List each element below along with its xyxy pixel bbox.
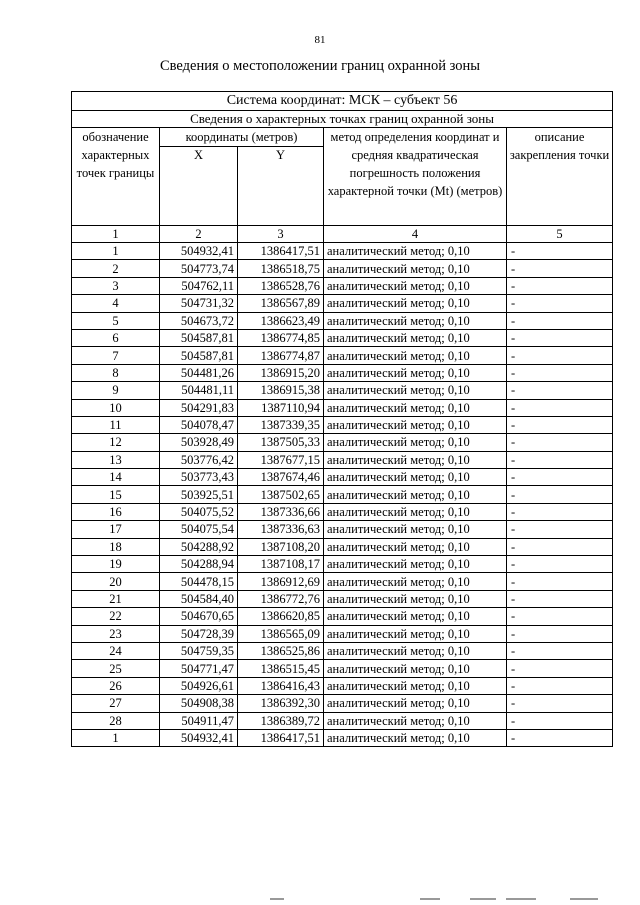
y-coordinate-cell: 1387336,63 bbox=[238, 521, 324, 538]
column-number: 4 bbox=[324, 226, 507, 243]
method-cell: аналитический метод; 0,10 bbox=[324, 469, 507, 486]
y-coordinate-cell: 1386774,85 bbox=[238, 329, 324, 346]
table-row bbox=[72, 382, 613, 399]
point-id-cell: 1 bbox=[72, 729, 160, 746]
point-id-cell: 14 bbox=[72, 469, 160, 486]
y-coordinate-cell: 1386565,09 bbox=[238, 625, 324, 642]
method-cell: аналитический метод; 0,10 bbox=[324, 277, 507, 294]
x-coordinate-cell: 504078,47 bbox=[160, 416, 238, 433]
y-coordinate-cell: 1387336,66 bbox=[238, 503, 324, 520]
point-id-cell: 4 bbox=[72, 295, 160, 312]
column-number-row bbox=[72, 226, 613, 243]
method-cell: аналитический метод; 0,10 bbox=[324, 660, 507, 677]
description-cell: - bbox=[507, 329, 613, 346]
table-row bbox=[72, 295, 613, 312]
x-coordinate-cell: 504932,41 bbox=[160, 243, 238, 260]
point-id-cell: 13 bbox=[72, 451, 160, 468]
table-row bbox=[72, 329, 613, 346]
point-id-cell: 22 bbox=[72, 608, 160, 625]
y-coordinate-cell: 1386416,43 bbox=[238, 677, 324, 694]
point-id-cell: 18 bbox=[72, 538, 160, 555]
method-cell: аналитический метод; 0,10 bbox=[324, 503, 507, 520]
column-number: 5 bbox=[507, 226, 613, 243]
point-id-cell: 19 bbox=[72, 556, 160, 573]
description-cell: - bbox=[507, 608, 613, 625]
method-cell: аналитический метод; 0,10 bbox=[324, 364, 507, 381]
y-coordinate-cell: 1386915,20 bbox=[238, 364, 324, 381]
y-coordinate-cell: 1386528,76 bbox=[238, 277, 324, 294]
y-coordinate-cell: 1386392,30 bbox=[238, 695, 324, 712]
column-number: 1 bbox=[72, 226, 160, 243]
method-cell: аналитический метод; 0,10 bbox=[324, 625, 507, 642]
table-row bbox=[72, 277, 613, 294]
description-cell: - bbox=[507, 521, 613, 538]
col-header-method: метод определения координат и средняя квадратическая погрешность положения характерной точки (Mt) (метров) bbox=[324, 128, 507, 226]
point-id-cell: 5 bbox=[72, 312, 160, 329]
x-coordinate-cell: 504771,47 bbox=[160, 660, 238, 677]
y-coordinate-cell: 1387108,20 bbox=[238, 538, 324, 555]
y-coordinate-cell: 1387505,33 bbox=[238, 434, 324, 451]
point-id-cell: 8 bbox=[72, 364, 160, 381]
method-cell: аналитический метод; 0,10 bbox=[324, 312, 507, 329]
point-id-cell: 20 bbox=[72, 573, 160, 590]
table-row bbox=[72, 556, 613, 573]
method-cell: аналитический метод; 0,10 bbox=[324, 590, 507, 607]
y-coordinate-cell: 1386772,76 bbox=[238, 590, 324, 607]
x-coordinate-cell: 504584,40 bbox=[160, 590, 238, 607]
x-coordinate-cell: 504759,35 bbox=[160, 642, 238, 659]
table-row bbox=[72, 538, 613, 555]
description-cell: - bbox=[507, 295, 613, 312]
table-row bbox=[72, 399, 613, 416]
table-row bbox=[72, 729, 613, 746]
point-id-cell: 12 bbox=[72, 434, 160, 451]
description-cell: - bbox=[507, 677, 613, 694]
table-row bbox=[72, 486, 613, 503]
description-cell: - bbox=[507, 573, 613, 590]
description-cell: - bbox=[507, 642, 613, 659]
col-header-x: X bbox=[160, 147, 238, 226]
description-cell: - bbox=[507, 434, 613, 451]
document-title: Сведения о местоположении границ охранной зоны bbox=[159, 58, 480, 74]
coordinates-table bbox=[71, 91, 613, 747]
point-id-cell: 27 bbox=[72, 695, 160, 712]
method-cell: аналитический метод; 0,10 bbox=[324, 347, 507, 364]
table-row bbox=[72, 660, 613, 677]
x-coordinate-cell: 504075,52 bbox=[160, 503, 238, 520]
description-cell: - bbox=[507, 695, 613, 712]
point-id-cell: 26 bbox=[72, 677, 160, 694]
method-cell: аналитический метод; 0,10 bbox=[324, 416, 507, 433]
y-coordinate-cell: 1387677,15 bbox=[238, 451, 324, 468]
point-id-cell: 11 bbox=[72, 416, 160, 433]
point-id-cell: 7 bbox=[72, 347, 160, 364]
table-row bbox=[72, 712, 613, 729]
method-cell: аналитический метод; 0,10 bbox=[324, 434, 507, 451]
x-coordinate-cell: 504587,81 bbox=[160, 329, 238, 346]
point-id-cell: 24 bbox=[72, 642, 160, 659]
y-coordinate-cell: 1387502,65 bbox=[238, 486, 324, 503]
description-cell: - bbox=[507, 416, 613, 433]
method-cell: аналитический метод; 0,10 bbox=[324, 677, 507, 694]
point-id-cell: 9 bbox=[72, 382, 160, 399]
y-coordinate-cell: 1387110,94 bbox=[238, 399, 324, 416]
description-cell: - bbox=[507, 243, 613, 260]
table-row bbox=[72, 573, 613, 590]
method-cell: аналитический метод; 0,10 bbox=[324, 712, 507, 729]
x-coordinate-cell: 504926,61 bbox=[160, 677, 238, 694]
description-cell: - bbox=[507, 382, 613, 399]
x-coordinate-cell: 504478,15 bbox=[160, 573, 238, 590]
table-row bbox=[72, 312, 613, 329]
point-id-cell: 25 bbox=[72, 660, 160, 677]
point-id-cell: 17 bbox=[72, 521, 160, 538]
method-cell: аналитический метод; 0,10 bbox=[324, 295, 507, 312]
description-cell: - bbox=[507, 503, 613, 520]
point-id-cell: 3 bbox=[72, 277, 160, 294]
x-coordinate-cell: 503776,42 bbox=[160, 451, 238, 468]
table-row bbox=[72, 364, 613, 381]
y-coordinate-cell: 1387339,35 bbox=[238, 416, 324, 433]
y-coordinate-cell: 1386912,69 bbox=[238, 573, 324, 590]
y-coordinate-cell: 1386515,45 bbox=[238, 660, 324, 677]
y-coordinate-cell: 1387674,46 bbox=[238, 469, 324, 486]
method-cell: аналитический метод; 0,10 bbox=[324, 451, 507, 468]
x-coordinate-cell: 504075,54 bbox=[160, 521, 238, 538]
y-coordinate-cell: 1386567,89 bbox=[238, 295, 324, 312]
table-row bbox=[72, 260, 613, 277]
x-coordinate-cell: 503925,51 bbox=[160, 486, 238, 503]
point-id-cell: 23 bbox=[72, 625, 160, 642]
description-cell: - bbox=[507, 364, 613, 381]
x-coordinate-cell: 504911,47 bbox=[160, 712, 238, 729]
y-coordinate-cell: 1386915,38 bbox=[238, 382, 324, 399]
description-cell: - bbox=[507, 260, 613, 277]
method-cell: аналитический метод; 0,10 bbox=[324, 329, 507, 346]
x-coordinate-cell: 504908,38 bbox=[160, 695, 238, 712]
y-coordinate-cell: 1386525,86 bbox=[238, 642, 324, 659]
description-cell: - bbox=[507, 712, 613, 729]
table-row bbox=[72, 608, 613, 625]
x-coordinate-cell: 504670,65 bbox=[160, 608, 238, 625]
method-cell: аналитический метод; 0,10 bbox=[324, 642, 507, 659]
table-row bbox=[72, 503, 613, 520]
page-number: 81 bbox=[314, 34, 326, 46]
footer-scan-marks bbox=[270, 898, 610, 902]
column-number: 3 bbox=[238, 226, 324, 243]
col-header-coordinates: координаты (метров) bbox=[160, 128, 324, 147]
x-coordinate-cell: 504673,72 bbox=[160, 312, 238, 329]
table-row bbox=[72, 243, 613, 260]
x-coordinate-cell: 504932,41 bbox=[160, 729, 238, 746]
x-coordinate-cell: 503928,49 bbox=[160, 434, 238, 451]
table-row bbox=[72, 416, 613, 433]
method-cell: аналитический метод; 0,10 bbox=[324, 260, 507, 277]
method-cell: аналитический метод; 0,10 bbox=[324, 243, 507, 260]
table-row bbox=[72, 434, 613, 451]
point-id-cell: 10 bbox=[72, 399, 160, 416]
x-coordinate-cell: 504728,39 bbox=[160, 625, 238, 642]
table-row bbox=[72, 451, 613, 468]
point-id-cell: 15 bbox=[72, 486, 160, 503]
description-cell: - bbox=[507, 277, 613, 294]
y-coordinate-cell: 1386620,85 bbox=[238, 608, 324, 625]
method-cell: аналитический метод; 0,10 bbox=[324, 382, 507, 399]
table-row bbox=[72, 625, 613, 642]
x-coordinate-cell: 504291,83 bbox=[160, 399, 238, 416]
description-cell: - bbox=[507, 312, 613, 329]
method-cell: аналитический метод; 0,10 bbox=[324, 695, 507, 712]
x-coordinate-cell: 504288,94 bbox=[160, 556, 238, 573]
description-cell: - bbox=[507, 729, 613, 746]
x-coordinate-cell: 504731,32 bbox=[160, 295, 238, 312]
x-coordinate-cell: 504773,74 bbox=[160, 260, 238, 277]
x-coordinate-cell: 504288,92 bbox=[160, 538, 238, 555]
description-cell: - bbox=[507, 451, 613, 468]
y-coordinate-cell: 1386623,49 bbox=[238, 312, 324, 329]
x-coordinate-cell: 504481,26 bbox=[160, 364, 238, 381]
y-coordinate-cell: 1386518,75 bbox=[238, 260, 324, 277]
x-coordinate-cell: 504481,11 bbox=[160, 382, 238, 399]
point-id-cell: 21 bbox=[72, 590, 160, 607]
method-cell: аналитический метод; 0,10 bbox=[324, 556, 507, 573]
coordinate-system-header: Система координат: МСК – субъект 56 bbox=[72, 92, 613, 111]
col-header-point: обозначение характерных точек границы bbox=[72, 128, 160, 226]
description-cell: - bbox=[507, 590, 613, 607]
description-cell: - bbox=[507, 347, 613, 364]
description-cell: - bbox=[507, 556, 613, 573]
col-header-y: Y bbox=[238, 147, 324, 226]
y-coordinate-cell: 1386389,72 bbox=[238, 712, 324, 729]
y-coordinate-cell: 1386417,51 bbox=[238, 243, 324, 260]
method-cell: аналитический метод; 0,10 bbox=[324, 521, 507, 538]
table-row bbox=[72, 590, 613, 607]
table-row bbox=[72, 469, 613, 486]
method-cell: аналитический метод; 0,10 bbox=[324, 608, 507, 625]
method-cell: аналитический метод; 0,10 bbox=[324, 486, 507, 503]
point-id-cell: 6 bbox=[72, 329, 160, 346]
x-coordinate-cell: 504587,81 bbox=[160, 347, 238, 364]
table-row bbox=[72, 695, 613, 712]
column-number: 2 bbox=[160, 226, 238, 243]
section-header: Сведения о характерных точках границ охранной зоны bbox=[72, 111, 613, 128]
col-header-description: описание закрепления точки bbox=[507, 128, 613, 226]
point-id-cell: 1 bbox=[72, 243, 160, 260]
description-cell: - bbox=[507, 469, 613, 486]
y-coordinate-cell: 1386774,87 bbox=[238, 347, 324, 364]
method-cell: аналитический метод; 0,10 bbox=[324, 729, 507, 746]
x-coordinate-cell: 504762,11 bbox=[160, 277, 238, 294]
table-row bbox=[72, 347, 613, 364]
description-cell: - bbox=[507, 399, 613, 416]
y-coordinate-cell: 1386417,51 bbox=[238, 729, 324, 746]
description-cell: - bbox=[507, 625, 613, 642]
table-row bbox=[72, 642, 613, 659]
y-coordinate-cell: 1387108,17 bbox=[238, 556, 324, 573]
point-id-cell: 2 bbox=[72, 260, 160, 277]
description-cell: - bbox=[507, 660, 613, 677]
description-cell: - bbox=[507, 538, 613, 555]
method-cell: аналитический метод; 0,10 bbox=[324, 399, 507, 416]
description-cell: - bbox=[507, 486, 613, 503]
x-coordinate-cell: 503773,43 bbox=[160, 469, 238, 486]
point-id-cell: 28 bbox=[72, 712, 160, 729]
method-cell: аналитический метод; 0,10 bbox=[324, 538, 507, 555]
table-row bbox=[72, 521, 613, 538]
point-id-cell: 16 bbox=[72, 503, 160, 520]
table-row bbox=[72, 677, 613, 694]
method-cell: аналитический метод; 0,10 bbox=[324, 573, 507, 590]
